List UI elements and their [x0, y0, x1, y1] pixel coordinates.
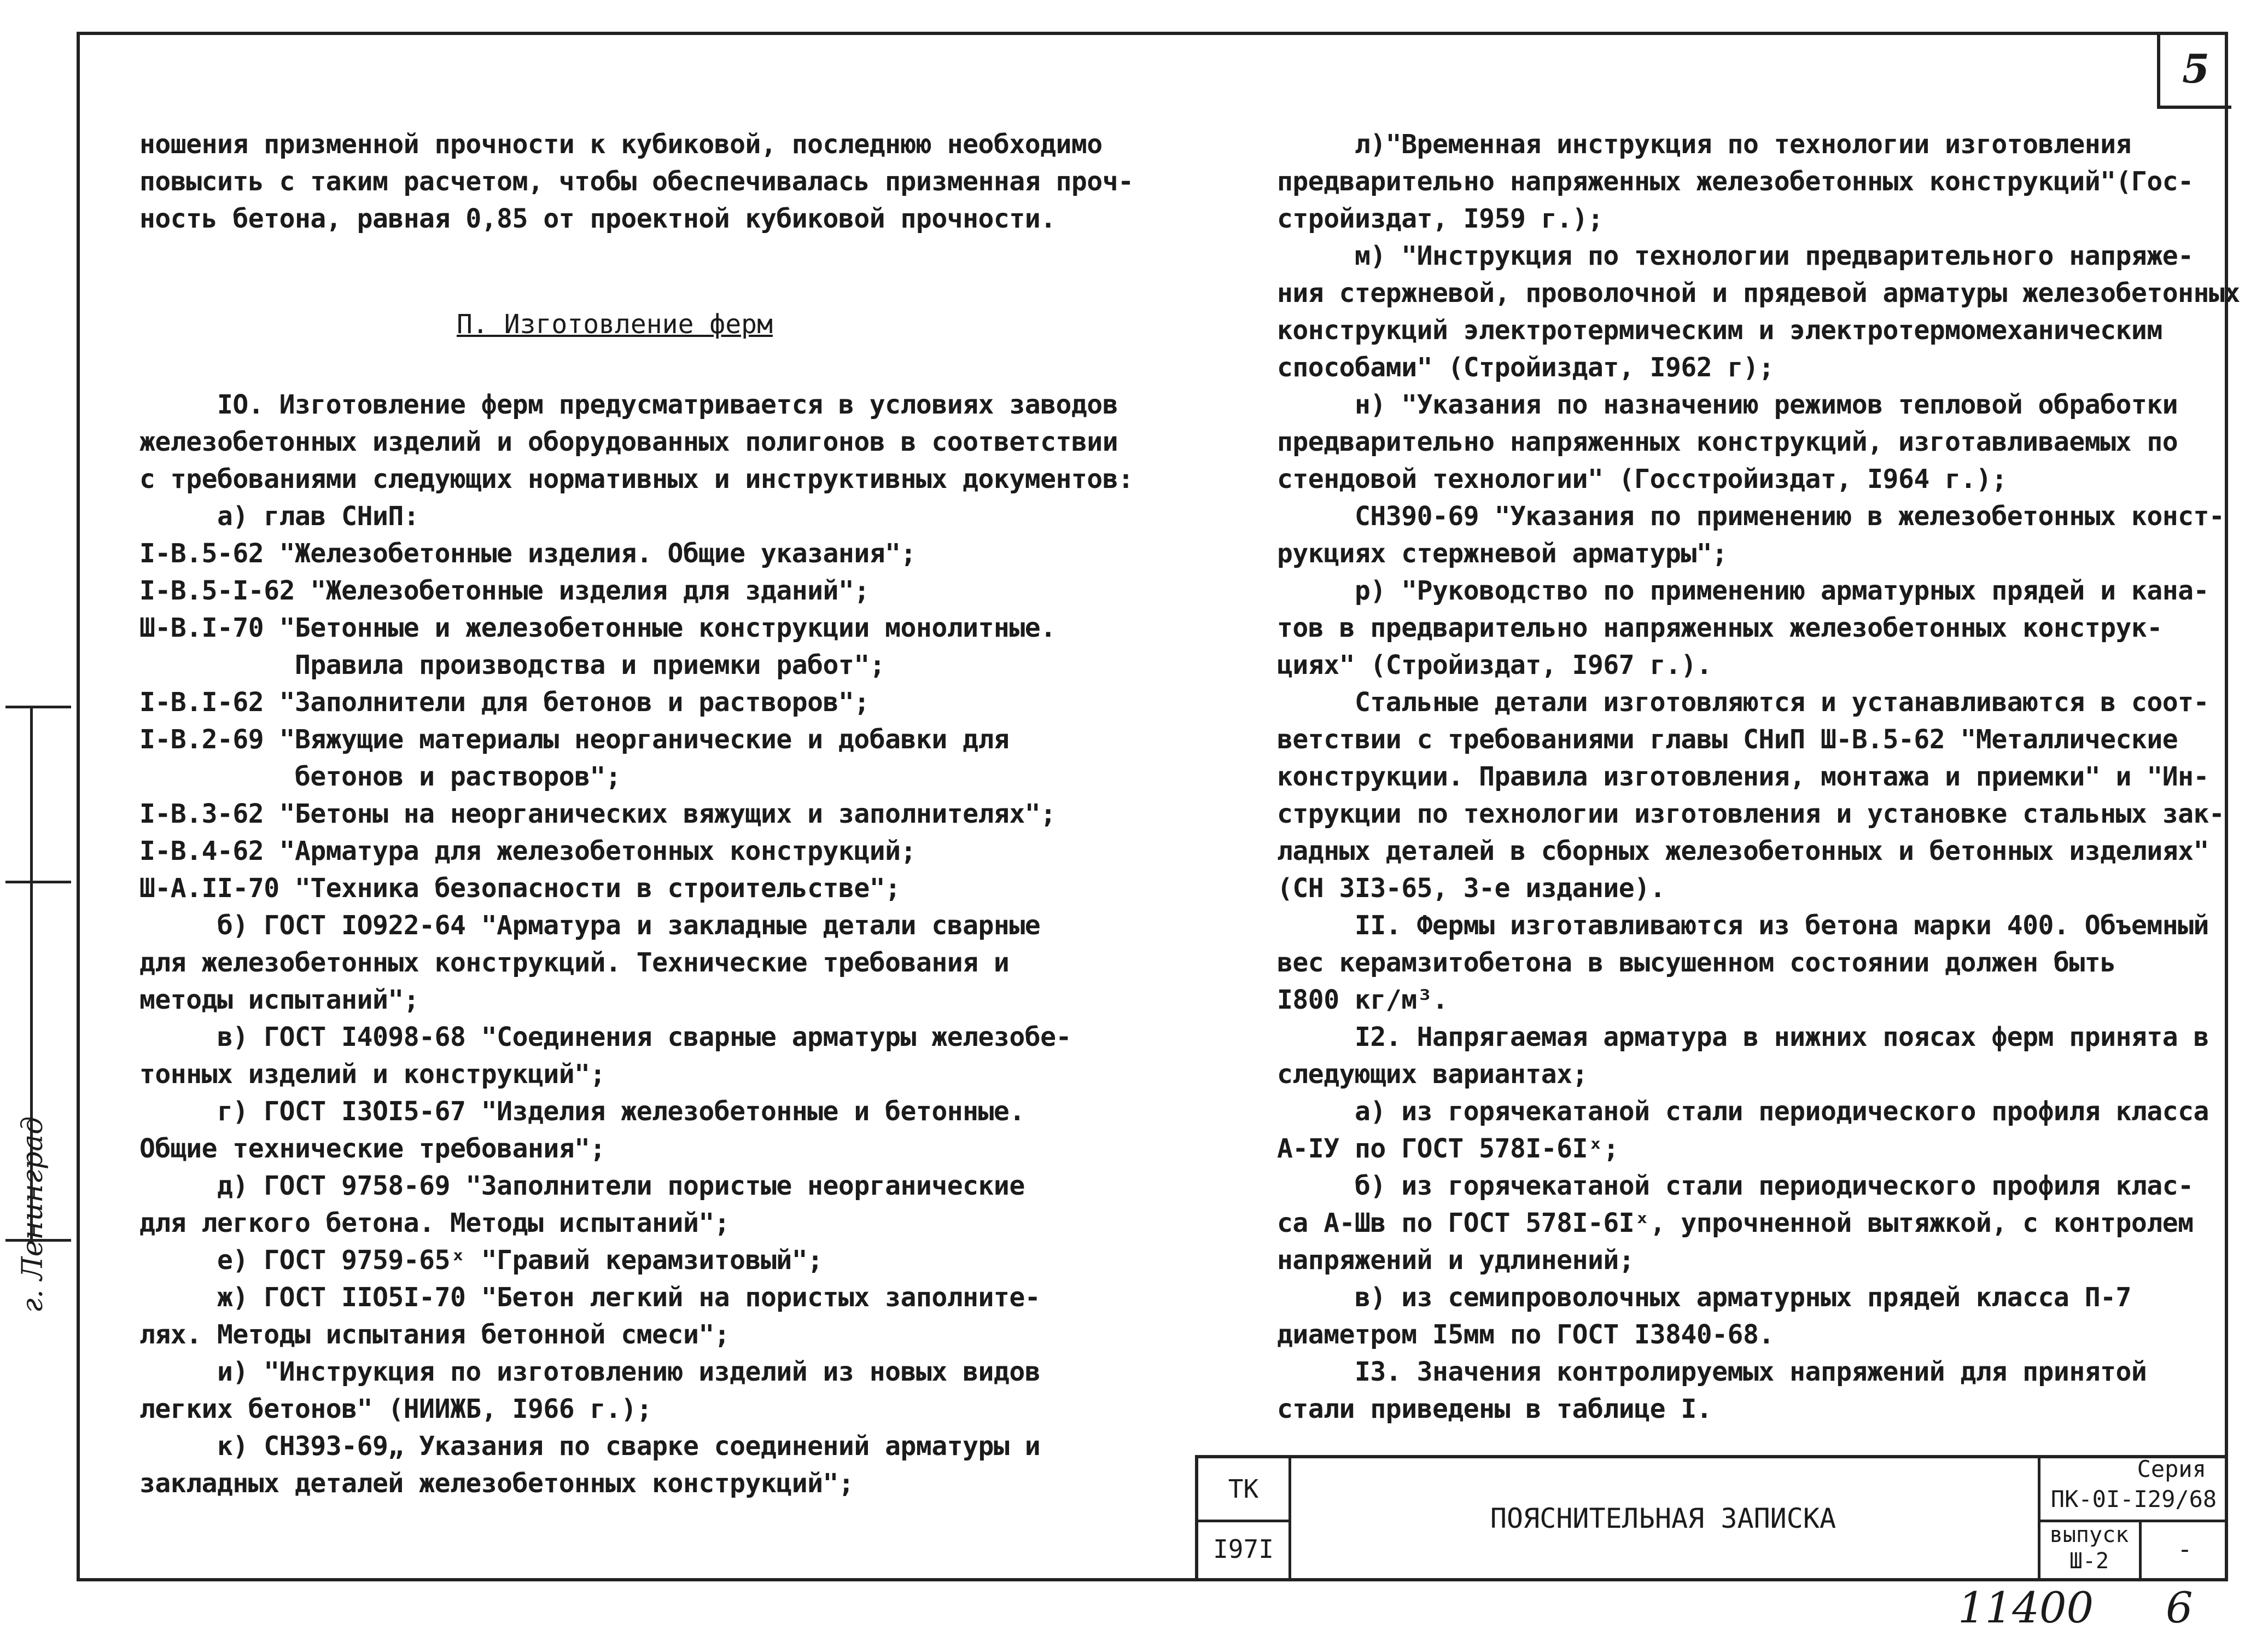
text-line: предварительно напряженных железобетонных конструкций"(Гос-	[1277, 166, 2194, 197]
text-line: с требованиями следующих нормативных и инструктивных документов:	[139, 464, 1134, 494]
text-line: тов в предварительно напряженных железобетонных конструк-	[1277, 613, 2162, 643]
text-line: I2. Напрягаемая арматура в нижних поясах ферм принята в	[1277, 1022, 2209, 1052]
text-line: б) из горячекатаной стали периодического профиля клас-	[1277, 1171, 2194, 1201]
text-line: са А-Шв по ГОСТ 578I-6Iˣ, упрочненной вытяжкой, с контролем	[1277, 1208, 2194, 1238]
series-label: Серия	[2137, 1455, 2206, 1482]
text-line	[139, 312, 1151, 349]
text-line: ния стержневой, проволочной и прядевой арматуры железобетонных	[1277, 278, 2240, 309]
text-line: в) ГОСТ I4098-68 "Соединения сварные арматуры железобе-	[139, 1022, 1071, 1052]
text-line: д) ГОСТ 9758-69 "Заполнители пористые неорганические	[139, 1171, 1025, 1201]
text-line: закладных деталей железобетонных конструкций";	[139, 1468, 854, 1499]
text-line: I-В.5-I-62 "Железобетонные изделия для зданий";	[139, 575, 870, 606]
text-line: ладных деталей в сборных железобетонных и бетонных изделиях"	[1277, 836, 2209, 866]
text-line	[139, 349, 1151, 386]
text-line: ж) ГОСТ IIO5I-70 "Бетон легкий на пористых заполните-	[139, 1282, 1041, 1313]
text-line: II. Фермы изготавливаются из бетона марки 400. Объемный	[1277, 910, 2209, 941]
text-line: предварительно напряженных конструкций, изготавливаемых по	[1277, 427, 2178, 457]
frame-left-border	[77, 32, 80, 1581]
text-line: легких бетонов" (НИИЖБ, I966 г.);	[139, 1394, 652, 1424]
text-line: I800 кг/м³.	[1277, 985, 1448, 1015]
text-line: I-В.2-69 "Вяжущие материалы неорганические и добавки для	[139, 724, 1010, 755]
text-line: вес керамзитобетона в высушенном состоянии должен быть	[1277, 947, 2116, 978]
title-block	[1195, 1455, 2228, 1581]
text-line: стендовой технологии" (Госстройиздат, I964 г.);	[1277, 464, 2007, 494]
text-line: лях. Методы испытания бетонной смеси";	[139, 1319, 730, 1350]
text-line: стали приведены в таблице I.	[1277, 1394, 1712, 1424]
text-line: струкции по технологии изготовления и установке стальных зак-	[1277, 799, 2225, 829]
text-line	[139, 237, 1151, 275]
left-text-column	[139, 126, 1151, 1502]
text-line: I-В.I-62 "Заполнители для бетонов и растворов";	[139, 687, 870, 718]
text-line: I-В.3-62 "Бетоны на неорганических вяжущих и заполнителях";	[139, 799, 1056, 829]
page-number: 5	[2157, 32, 2231, 109]
frame-top-border	[77, 32, 2228, 35]
text-line: р) "Руководство по применению арматурных прядей и кана-	[1277, 575, 2209, 606]
text-line: ношения призменной прочности к кубиковой, последнюю необходимо	[139, 129, 1103, 160]
right-text-column	[1277, 126, 2240, 1428]
title-block-org: ТК	[1228, 1474, 1259, 1504]
document-title: ПОЯСНИТЕЛЬНАЯ ЗАПИСКА	[1490, 1502, 1836, 1534]
text-line: м) "Инструкция по технологии предварительного напряже-	[1277, 241, 2194, 271]
text-line: Правила производства и приемки работ";	[139, 650, 885, 680]
text-line: в) из семипроволочных арматурных прядей класса П-7	[1277, 1282, 2131, 1313]
text-line: и) "Инструкция по изготовлению изделий из новых видов	[139, 1357, 1041, 1387]
text-line: методы испытаний";	[139, 985, 419, 1015]
text-line: рукциях стержневой арматуры";	[1277, 538, 1728, 569]
text-line: повысить с таким расчетом, чтобы обеспечивалась призменная проч-	[139, 166, 1134, 197]
text-line: для железобетонных конструкций. Технические требования и	[139, 947, 1010, 978]
text-line: для легкого бетона. Методы испытаний";	[139, 1208, 730, 1238]
issue-label: выпуск	[2049, 1522, 2129, 1547]
handwritten-copy-number: 6	[2166, 1584, 2193, 1633]
text-line: I3. Значения контролируемых напряжений для принятой	[1277, 1357, 2147, 1387]
text-line: тонных изделий и конструкций";	[139, 1059, 605, 1090]
text-line	[139, 275, 1151, 312]
margin-note: г. Ленинград	[16, 1116, 49, 1313]
text-line: ветствии с требованиями главы СНиП Ш-В.5-62 "Металлические	[1277, 724, 2178, 755]
frame-right-border	[2225, 32, 2228, 1581]
text-line: напряжений и удлинений;	[1277, 1245, 1635, 1276]
text-line: конструкций электротермическим и электротермомеханическим	[1277, 315, 2162, 346]
issue-value: Ш-2	[2069, 1548, 2109, 1574]
text-line: (СН 3I3-65, 3-е издание).	[1277, 873, 1665, 904]
text-line: а) из горячекатаной стали периодического профиля класса	[1277, 1096, 2209, 1127]
text-line: г) ГОСТ I3OI5-67 "Изделия железобетонные и бетонные.	[139, 1096, 1025, 1127]
text-line: б) ГОСТ IO922-64 "Арматура и закладные детали сварные	[139, 910, 1041, 941]
issue-sheet: -	[2177, 1534, 2193, 1564]
text-line: Общие технические требования";	[139, 1133, 605, 1164]
text-line: л)"Временная инструкция по технологии изготовления	[1277, 129, 2131, 160]
margin-tick	[5, 706, 71, 708]
text-line: н) "Указания по назначению режимов тепловой обработки	[1277, 389, 2178, 420]
text-line: I-В.5-62 "Железобетонные изделия. Общие указания";	[139, 538, 916, 569]
text-line: Ш-А.II-70 "Техника безопасности в строительстве";	[139, 873, 901, 904]
text-line: а) глав СНиП:	[139, 501, 419, 532]
text-line: ность бетона, равная 0,85 от проектной кубиковой прочности.	[139, 203, 1056, 234]
title-block-year: I97I	[1213, 1534, 1274, 1564]
text-line: е) ГОСТ 9759-65ˣ "Гравий керамзитовый";	[139, 1245, 823, 1276]
text-line: способами" (Стройиздат, I962 г);	[1277, 352, 1774, 383]
text-line: железобетонных изделий и оборудованных полигонов в соответствии	[139, 427, 1118, 457]
series-value: ПК-0I-I29/68	[2050, 1486, 2217, 1512]
handwritten-number: 11400	[1958, 1584, 2094, 1633]
text-line: стройиздат, I959 г.);	[1277, 203, 1604, 234]
text-line: I-В.4-62 "Арматура для железобетонных конструкций;	[139, 836, 916, 866]
text-line: диаметром I5мм по ГОСТ I3840-68.	[1277, 1319, 1774, 1350]
text-line: А-IУ по ГОСТ 578I-6Iˣ;	[1277, 1133, 1619, 1164]
text-line: Ш-В.I-70 "Бетонные и железобетонные конструкции монолитные.	[139, 613, 1056, 643]
margin-tick	[5, 881, 71, 883]
text-line: IO. Изготовление ферм предусматривается в условиях заводов	[139, 389, 1118, 420]
text-line: конструкции. Правила изготовления, монтажа и приемки" и "Ин-	[1277, 761, 2209, 792]
section-heading: П. Изготовление ферм	[457, 309, 773, 340]
text-line: СН390-69 "Указания по применению в железобетонных конст-	[1277, 501, 2225, 532]
text-line: к) СН393-69„ Указания по сварке соединений арматуры и	[139, 1431, 1041, 1462]
text-line: бетонов и растворов";	[139, 761, 621, 792]
text-line: следующих вариантах;	[1277, 1059, 1588, 1090]
text-line: циях" (Стройиздат, I967 г.).	[1277, 650, 1712, 680]
text-line: Стальные детали изготовляются и устанавливаются в соот-	[1277, 687, 2209, 718]
